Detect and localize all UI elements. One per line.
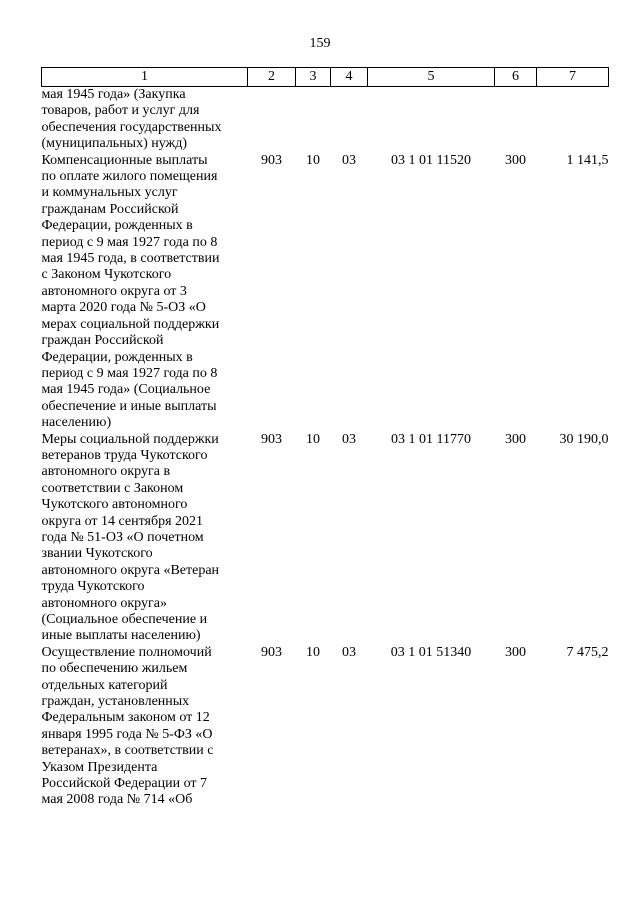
desc-line: иные выплаты населению) (41, 628, 201, 644)
desc-line: ветеранов труда Чукотского (41, 447, 208, 463)
desc-line: населению) (41, 415, 112, 431)
cell-amount: 7 475,2 (566, 644, 609, 660)
cell-ministry-code: 903 (261, 644, 282, 660)
desc-line: с Законом Чукотского (41, 267, 172, 283)
desc-line: Федеральным законом от 12 (41, 710, 210, 726)
desc-line: Указом Президента (41, 759, 158, 775)
cell-target-code: 03 1 01 11520 (391, 152, 471, 168)
desc-line: обеспечение и иные выплаты (41, 398, 217, 414)
cell-subsection-code: 03 (342, 152, 356, 168)
cell-expense-type: 300 (505, 644, 526, 660)
header-col-4: 4 (331, 68, 368, 87)
desc-line: автономного округа в (41, 464, 171, 480)
desc-line: период с 9 мая 1927 года по 8 (41, 365, 218, 381)
desc-line: мерах социальной поддержки (41, 316, 220, 332)
desc-line: Федерации, рожденных в (41, 218, 193, 234)
desc-line: труда Чукотского (41, 579, 145, 595)
desc-line: по обеспечению жильем (41, 661, 188, 677)
header-col-5: 5 (368, 68, 495, 87)
desc-line: автономного округа от 3 (41, 283, 187, 299)
desc-line: соответствии с Законом (41, 480, 184, 496)
cell-section-code: 10 (306, 152, 320, 168)
cell-target-code: 03 1 01 11770 (391, 431, 471, 447)
desc-line: мая 1945 года» (Социальное (41, 382, 211, 398)
desc-line: (Социальное обеспечение и (41, 612, 208, 627)
row-description (42, 153, 248, 432)
desc-line: отдельных категорий (41, 677, 168, 693)
desc-line: гражданам Российской (41, 201, 179, 217)
desc-line: период с 9 мая 1927 года по 8 (41, 234, 218, 250)
table-row (42, 432, 609, 645)
cell-target-code: 03 1 01 51340 (390, 644, 472, 660)
desc-line: Компенсационные выплаты (41, 152, 208, 168)
desc-line: автономного округа» (41, 595, 167, 611)
desc-line: по оплате жилого помещения (41, 169, 218, 185)
header-col-2: 2 (248, 68, 296, 87)
desc-line: мая 2008 года № 714 «Об (41, 792, 193, 808)
desc-line: автономного округа «Ветеран (41, 562, 220, 578)
desc-line: марта 2020 года № 5-ОЗ «О (41, 300, 206, 316)
desc-line: января 1995 года № 5-ФЗ «О (41, 726, 213, 742)
header-col-7: 7 (537, 68, 609, 87)
desc-line: (муниципальных) нужд) (41, 136, 188, 152)
table-header-row (42, 68, 609, 87)
cell-amount: 30 190,0 (559, 431, 609, 447)
page-number: 159 (309, 36, 331, 51)
desc-line: товаров, работ и услуг для (41, 103, 200, 119)
desc-line: года № 51-ОЗ «О почетном (41, 529, 204, 545)
desc-line: ветеранах», в соответствии с (41, 743, 214, 759)
table-row-continuation (42, 87, 609, 153)
desc-line: звании Чукотского (41, 546, 153, 562)
cell-expense-type: 300 (505, 431, 526, 447)
cell-amount: 1 141,5 (566, 152, 609, 168)
desc-line: округа от 14 сентября 2021 (41, 513, 204, 529)
cell-section-code: 10 (306, 644, 320, 660)
desc-line: граждан Российской (41, 333, 164, 349)
table-row (42, 153, 609, 432)
desc-line: Меры социальной поддержки (41, 431, 219, 447)
header-col-1: 1 (42, 68, 248, 87)
cell-expense-type: 300 (505, 152, 526, 168)
cell-subsection-code: 03 (342, 431, 356, 447)
desc-line: обеспечения государственных (41, 119, 222, 135)
desc-line: Осуществление полномочий (41, 644, 212, 660)
cell-section-code: 10 (306, 431, 320, 447)
budget-table (41, 67, 609, 809)
desc-line: Российской Федерации от 7 (41, 776, 208, 792)
row-description (42, 87, 248, 153)
cell-ministry-code: 903 (261, 431, 282, 447)
header-col-6: 6 (495, 68, 537, 87)
desc-line: Федерации, рожденных в (41, 349, 193, 365)
desc-line: мая 1945 года, в соответствии (41, 251, 220, 267)
desc-line: граждан, установленных (41, 694, 190, 710)
desc-line: Чукотского автономного (41, 497, 188, 513)
table-row (42, 645, 609, 809)
row-description (42, 432, 248, 645)
desc-line: мая 1945 года» (Закупка (41, 87, 186, 102)
row-description (42, 645, 248, 809)
header-col-3: 3 (296, 68, 331, 87)
desc-line: и коммунальных услуг (41, 185, 178, 201)
cell-subsection-code: 03 (342, 644, 356, 660)
cell-ministry-code: 903 (261, 152, 282, 168)
